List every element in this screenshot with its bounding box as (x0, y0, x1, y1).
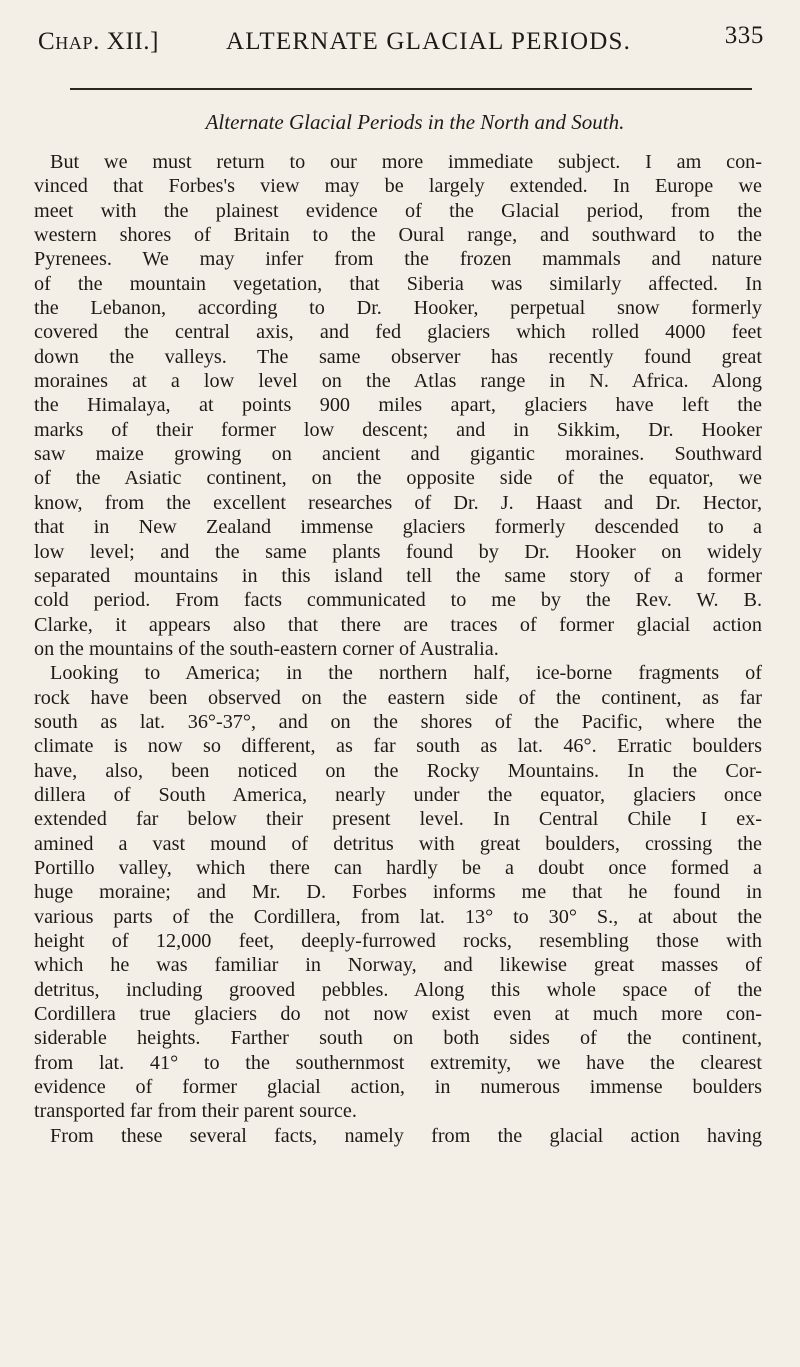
text-line: of the Asiatic continent, on the opposite side of the equator, we (34, 467, 762, 490)
text-line: transported far from their parent source. (34, 1100, 357, 1123)
running-head (38, 22, 764, 62)
page-number: 335 (724, 22, 764, 49)
text-line: various parts of the Cordillera, from lat. 13° to 30° S., at about the (34, 905, 762, 928)
text-line: Portillo valley, which there can hardly be a doubt once formed a (34, 856, 762, 879)
text-line: on the mountains of the south-eastern corner of Australia. (34, 637, 499, 660)
text-line: know, from the excellent researches of Dr. J. Haast and Dr. Hector, (34, 491, 762, 514)
text-line: huge moraine; and Mr. D. Forbes informs me that he found in (34, 881, 762, 904)
text-line: From these several facts, namely from the glacial action having (50, 1124, 762, 1147)
text-line: meet with the plainest evidence of the Glacial period, from the (34, 199, 762, 222)
text-line: western shores of Britain to the Oural range, and southward to the (34, 224, 762, 247)
text-line: climate is now so different, as far south as lat. 46°. Erratic boulders (34, 735, 762, 758)
text-line: have, also, been noticed on the Rocky Mountains. In the Cor- (34, 759, 762, 782)
text-line: height of 12,000 feet, deeply-furrowed rocks, resembling those with (34, 930, 762, 952)
text-line: But we must return to our more immediate subject. I am con- (50, 151, 762, 173)
text-line: amined a vast mound of detritus with great boulders, crossing the (34, 832, 762, 855)
text-line: the Himalaya, at points 900 miles apart, glaciers have left the (34, 394, 762, 417)
text-line: that in New Zealand immense glaciers formerly descended to a (34, 516, 762, 539)
body-text (34, 150, 762, 1148)
text-line: from lat. 41° to the southernmost extremity, we have the clearest (34, 1051, 762, 1074)
text-line: separated mountains in this island tell the same story of a former (34, 564, 762, 587)
text-line: of the mountain vegetation, that Siberia was similarly affected. In (34, 272, 762, 295)
text-line: moraines at a low level on the Atlas range in N. Africa. Along (34, 370, 762, 393)
text-line: covered the central axis, and fed glaciers which rolled 4000 feet (34, 321, 762, 344)
text-line: Cordillera true glaciers do not now exist even at much more con- (34, 1003, 762, 1026)
text-line: Looking to America; in the northern half, ice-borne fragments of (50, 662, 762, 685)
chapter-label: Chap. XII.] (38, 28, 160, 55)
text-line: saw maize growing on ancient and gigantic moraines. Southward (34, 443, 762, 466)
text-line: extended far below their present level. In Central Chile I ex- (34, 808, 762, 831)
text-line: evidence of former glacial action, in numerous immense boulders (34, 1076, 762, 1099)
text-line: Pyrenees. We may infer from the frozen mammals and nature (34, 248, 762, 271)
running-title: ALTERNATE GLACIAL PERIODS. (226, 28, 632, 55)
text-line: vinced that Forbes's view may be largely extended. In Europe we (34, 175, 762, 198)
text-line: cold period. From facts communicated to me by the Rev. W. B. (34, 589, 762, 612)
header-rule (70, 88, 752, 90)
text-line: low level; and the same plants found by Dr. Hooker on widely (34, 540, 762, 563)
text-line: rock have been observed on the eastern side of the continent, as far (34, 686, 762, 709)
text-line: siderable heights. Farther south on both sides of the continent, (34, 1027, 762, 1050)
text-line: dillera of South America, nearly under the equator, glaciers once (34, 783, 762, 806)
text-line: detritus, including grooved pebbles. Along this whole space of the (34, 978, 762, 1001)
text-line: Clarke, it appears also that there are traces of former glacial action (34, 613, 762, 636)
text-line: down the valleys. The same observer has recently found great (34, 345, 762, 368)
section-heading: Alternate Glacial Periods in the North and South. (205, 110, 625, 134)
text-line: marks of their former low descent; and in Sikkim, Dr. Hooker (34, 418, 762, 441)
text-line: south as lat. 36°-37°, and on the shores of the Pacific, where the (34, 710, 762, 733)
text-line: which he was familiar in Norway, and likewise great masses of (34, 954, 762, 977)
text-line: the Lebanon, according to Dr. Hooker, perpetual snow formerly (34, 297, 762, 320)
